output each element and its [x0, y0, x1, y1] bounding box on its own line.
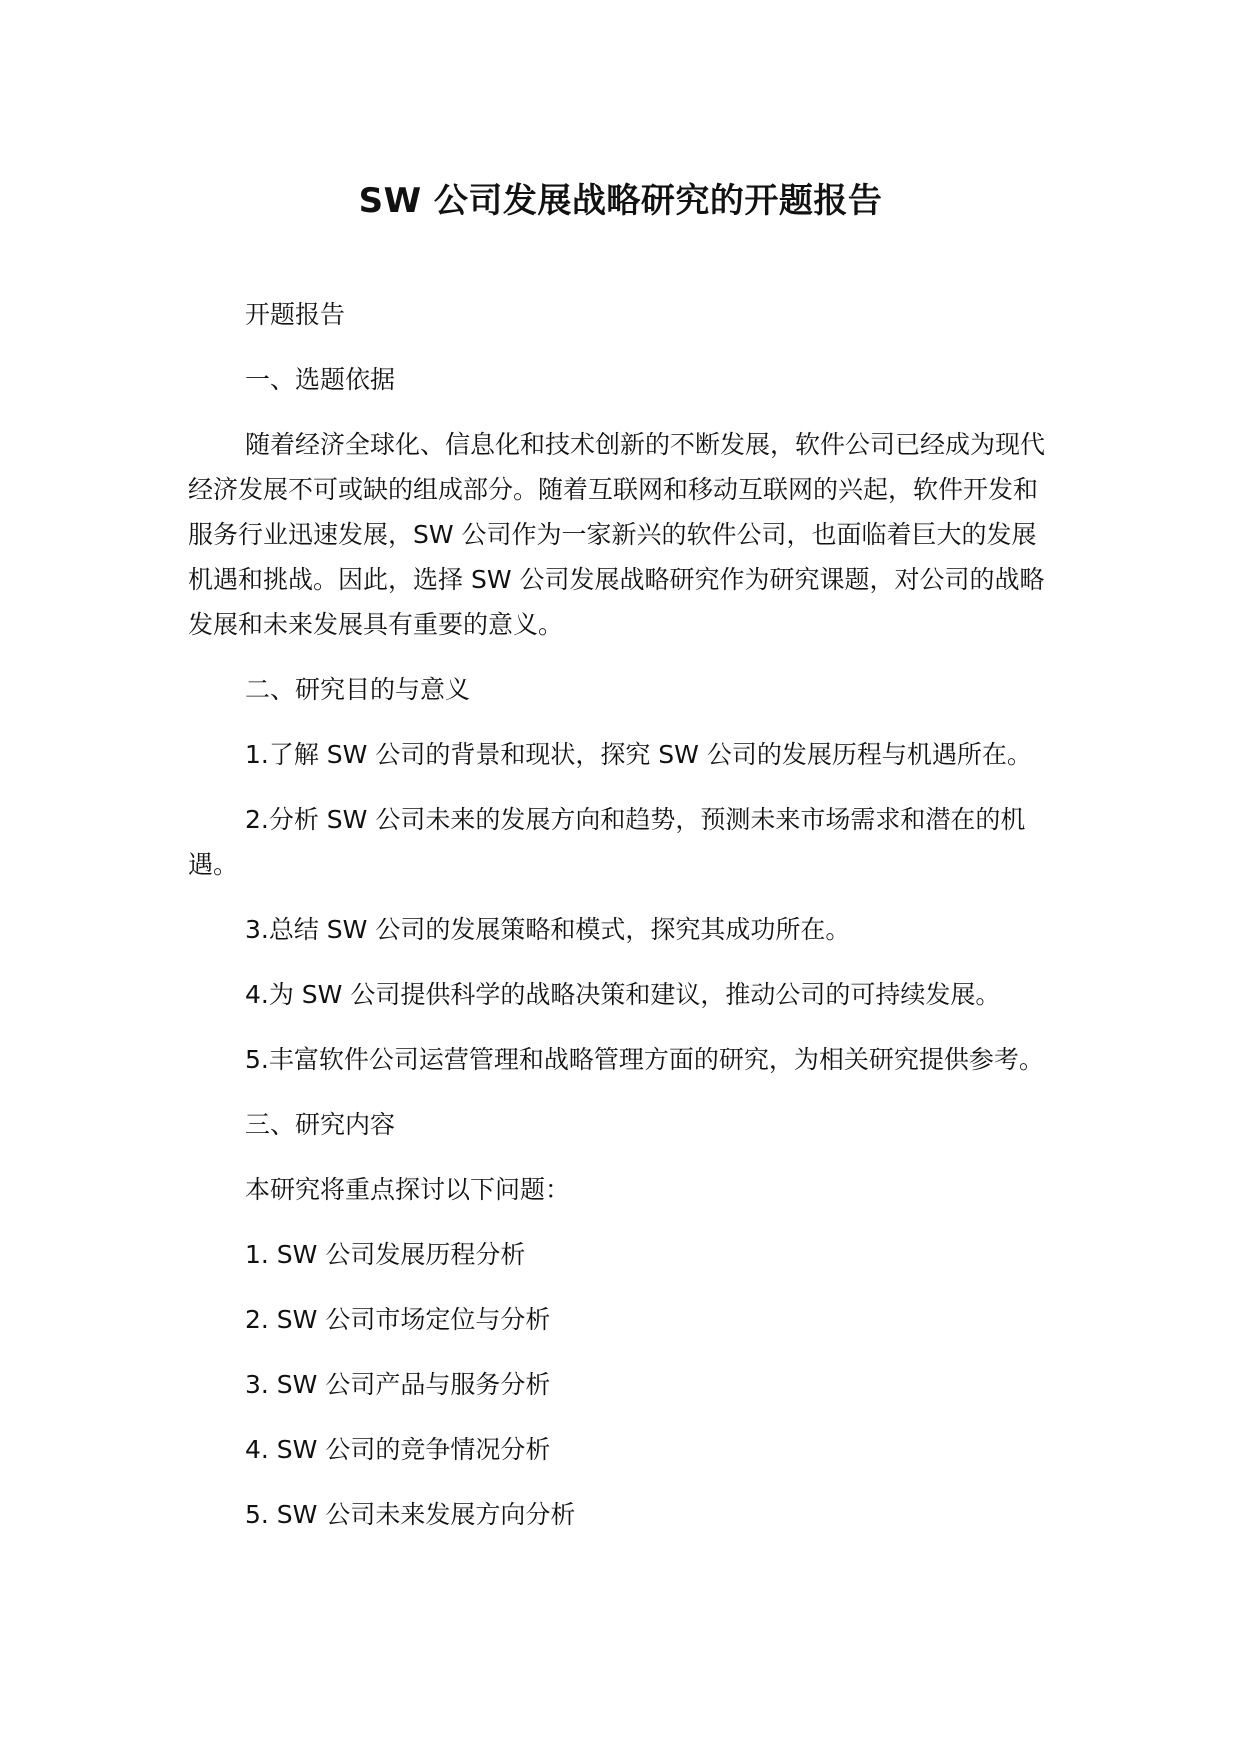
section-1-heading: 一、选题依据	[245, 365, 396, 394]
report-label: 开题报告	[245, 300, 346, 329]
purpose-item-5: 5.丰富软件公司运营管理和战略管理方面的研究，为相关研究提供参考。	[245, 1045, 1044, 1074]
section-3-intro: 本研究将重点探讨以下问题：	[245, 1175, 571, 1204]
document-body	[188, 292, 1058, 1557]
section-2-heading: 二、研究目的与意义	[245, 675, 471, 704]
content-item-2: 2. SW 公司市场定位与分析	[245, 1305, 551, 1334]
purpose-item-1: 1.了解 SW 公司的背景和现状，探究 SW 公司的发展历程与机遇所在。	[245, 740, 1032, 769]
document-title: SW 公司发展战略研究的开题报告	[358, 181, 883, 221]
content-item-4: 4. SW 公司的竞争情况分析	[245, 1435, 551, 1464]
purpose-item-3: 3.总结 SW 公司的发展策略和模式，探究其成功所在。	[245, 915, 851, 944]
section-3-heading: 三、研究内容	[245, 1110, 396, 1139]
purpose-item-2: 2.分析 SW 公司未来的发展方向和趋势，预测未来市场需求和潜在的机遇。	[188, 805, 1026, 879]
content-item-1: 1. SW 公司发展历程分析	[245, 1240, 526, 1269]
section-1-body: 随着经济全球化、信息化和技术创新的不断发展，软件公司已经成为现代经济发展不可或缺的组成部分。随着互联网和移动互联网的兴起，软件开发和服务行业迅速发展，SW 公司作为一家新兴的软件公司，也面临着巨大的发展机遇和挑战。因此，选择 SW 公司发展战略研究作为研究课题，对公司的战略发展和未来发展具有重要的意义。	[188, 430, 1046, 639]
content-item-3: 3. SW 公司产品与服务分析	[245, 1370, 551, 1399]
content-item-5: 5. SW 公司未来发展方向分析	[245, 1500, 576, 1529]
purpose-item-4: 4.为 SW 公司提供科学的战略决策和建议，推动公司的可持续发展。	[245, 980, 1001, 1009]
